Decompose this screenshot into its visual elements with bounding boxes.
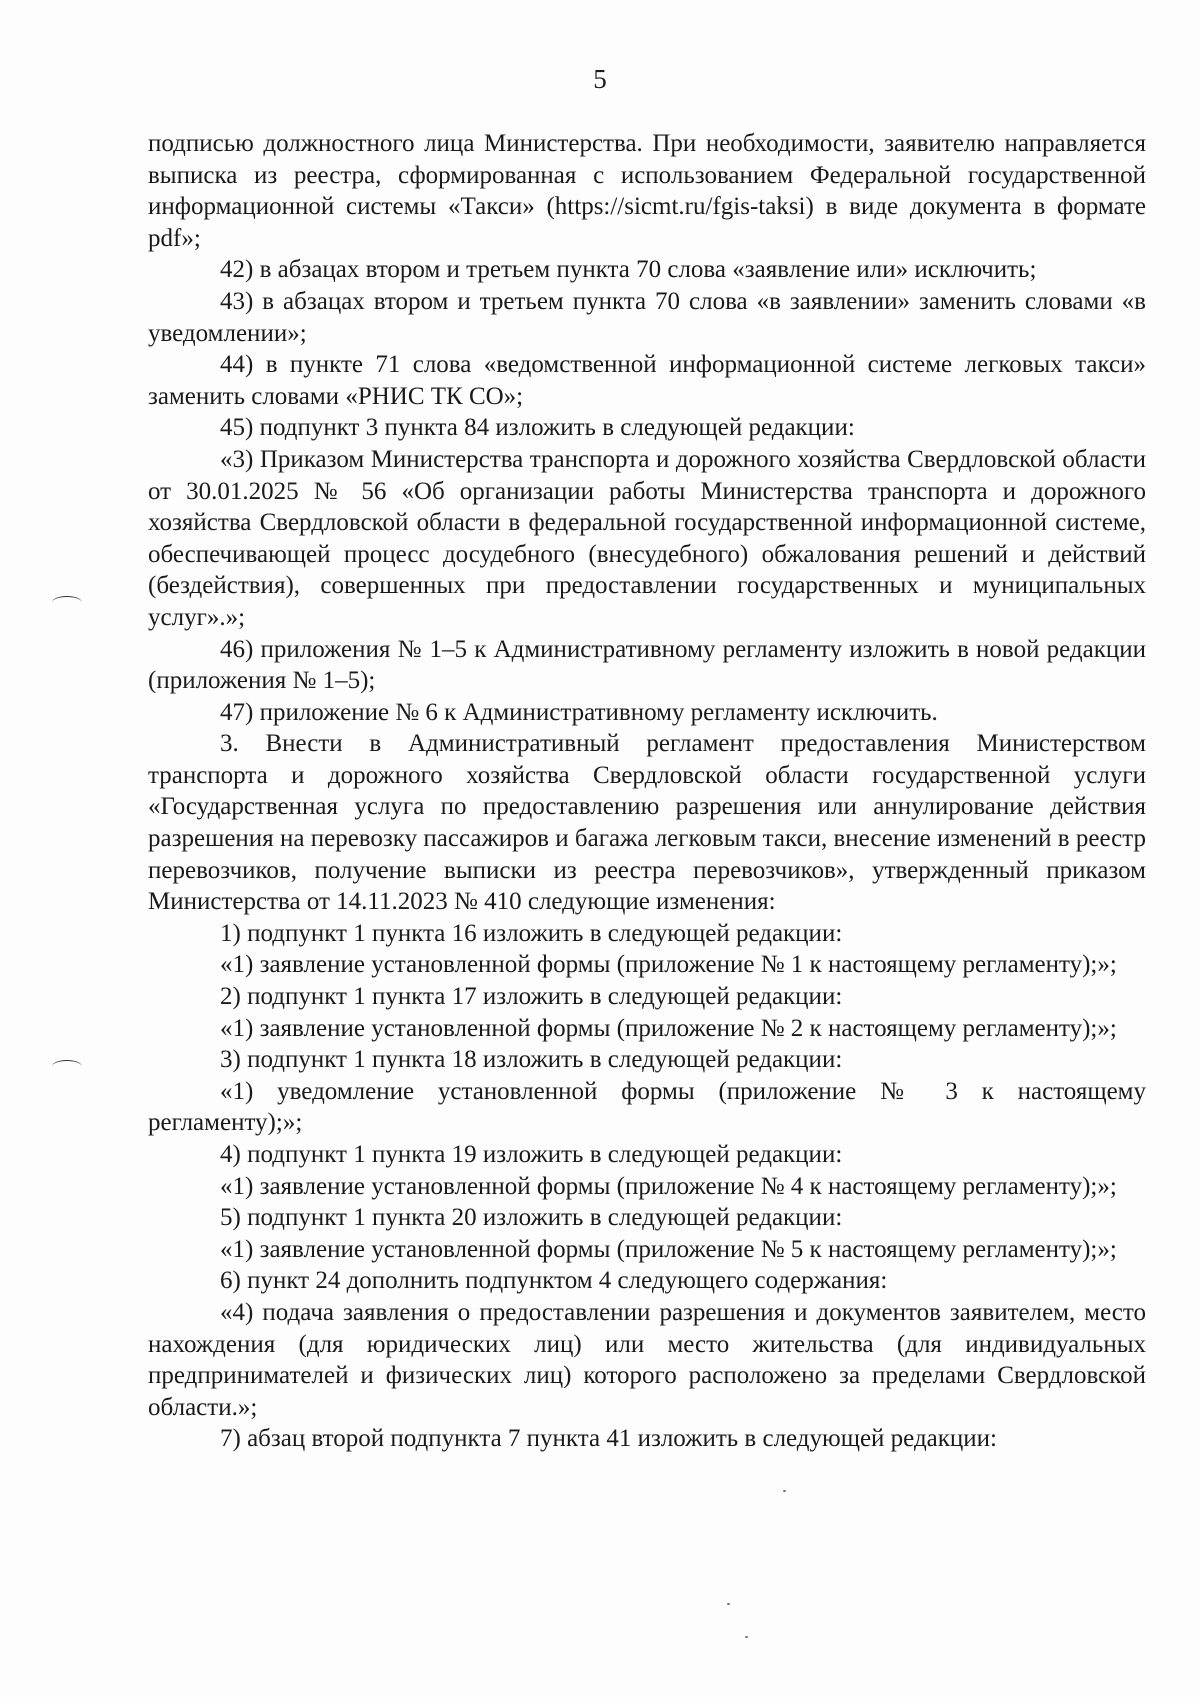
scan-speck (727, 1603, 730, 1605)
paragraph-subitem-5-quote: «1) заявление установленной формы (приложение № 5 к настоящему регламенту);»; (220, 1235, 1117, 1263)
paragraph-subitem-1-quote: «1) заявление установленной формы (приложение № 1 к настоящему регламенту);»; (220, 951, 1117, 979)
paragraph-subitem-2: 2) подпункт 1 пункта 17 изложить в следующей редакции: (220, 983, 843, 1011)
paragraph-section-3: 3. Внести в Административный регламент предоставления Министерством транспорта и дорожного хозяйства Свердловской области государственной услуги «Государственная услуга по предоставлению разрешения или аннулирование действия разрешения на перевозку пассажиров и багажа легковым такси, внесение изменений в реестр перевозчиков, получение выписки из реестра перевозчиков», утвержденный приказом Министерства от 14.11.2023 № 410 следующие изменения: (148, 730, 1146, 916)
scan-speck (745, 1636, 748, 1638)
paragraph-subitem-1: 1) подпункт 1 пункта 16 изложить в следующей редакции: (220, 919, 843, 947)
paragraph-subitem-3-quote: «1) уведомление установленной формы (приложение № 3 к настоящему регламенту);»; (148, 1077, 1146, 1137)
document-body (148, 128, 1146, 1455)
scan-hole-punch-mark (52, 1060, 82, 1073)
paragraph-subitem-6: 6) пункт 24 дополнить подпунктом 4 следующего содержания: (220, 1267, 888, 1295)
paragraph-continuation: подписью должностного лица Министерства. При необходимости, заявителю направляется выписка из реестра, сформированная с использованием Федеральной государственной информационной системы «Такси» (https://sicmt.ru/fgis-taksi) в виде документа в формате pdf»; (148, 130, 1146, 252)
paragraph-subitem-6-quote: «4) подача заявления о предоставлении разрешения и документов заявителем, место нахождения (для юридических лиц) или место жительства (для индивидуальных предпринимателей и физических лиц) которого расположено за пределами Свердловской области.»; (148, 1298, 1146, 1421)
paragraph-item-44: 44) в пункте 71 слова «ведомственной информационной системе легковых такси» заменить словами «РНИС ТК СО»; (148, 351, 1146, 410)
scan-speck (783, 1490, 786, 1492)
paragraph-subitem-7: 7) абзац второй подпункта 7 пункта 41 изложить в следующей редакции: (220, 1425, 997, 1453)
paragraph-item-47: 47) приложение № 6 к Административному регламенту исключить. (220, 698, 938, 726)
scan-hole-punch-mark (52, 596, 82, 609)
paragraph-subitem-5: 5) подпункт 1 пункта 20 изложить в следующей редакции: (220, 1204, 843, 1232)
paragraph-item-45: 45) подпункт 3 пункта 84 изложить в следующей редакции: (220, 414, 855, 442)
paragraph-item-46: 46) приложения № 1–5 к Административному регламенту изложить в новой редакции (приложения № 1–5); (148, 635, 1146, 695)
paragraph-subitem-3: 3) подпункт 1 пункта 18 изложить в следующей редакции: (220, 1046, 843, 1074)
paragraph-subitem-2-quote: «1) заявление установленной формы (приложение № 2 к настоящему регламенту);»; (220, 1014, 1117, 1042)
paragraph-item-43: 43) в абзацах втором и третьем пункта 70 слова «в заявлении» заменить словами «в уведомлении»; (148, 287, 1146, 347)
paragraph-subitem-4-quote: «1) заявление установленной формы (приложение № 4 к настоящему регламенту);»; (220, 1172, 1117, 1200)
paragraph-item-45-quote: «3) Приказом Министерства транспорта и дорожного хозяйства Свердловской области от 30.01.2025 № 56 «Об организации работы Министерства транспорта и дорожного хозяйства Свердловской области в федеральной государственной информационной системе, обеспечивающей процесс досудебного (внесудебного) обжалования решений и действий (бездействия), совершенных при предоставлении государственных и муниципальных услуг».»; (148, 445, 1146, 631)
page-number: 5 (593, 64, 607, 94)
paragraph-item-42: 42) в абзацах втором и третьем пункта 70 слова «заявление или» исключить; (220, 256, 1037, 284)
paragraph-subitem-4: 4) подпункт 1 пункта 19 изложить в следующей редакции: (220, 1141, 843, 1168)
